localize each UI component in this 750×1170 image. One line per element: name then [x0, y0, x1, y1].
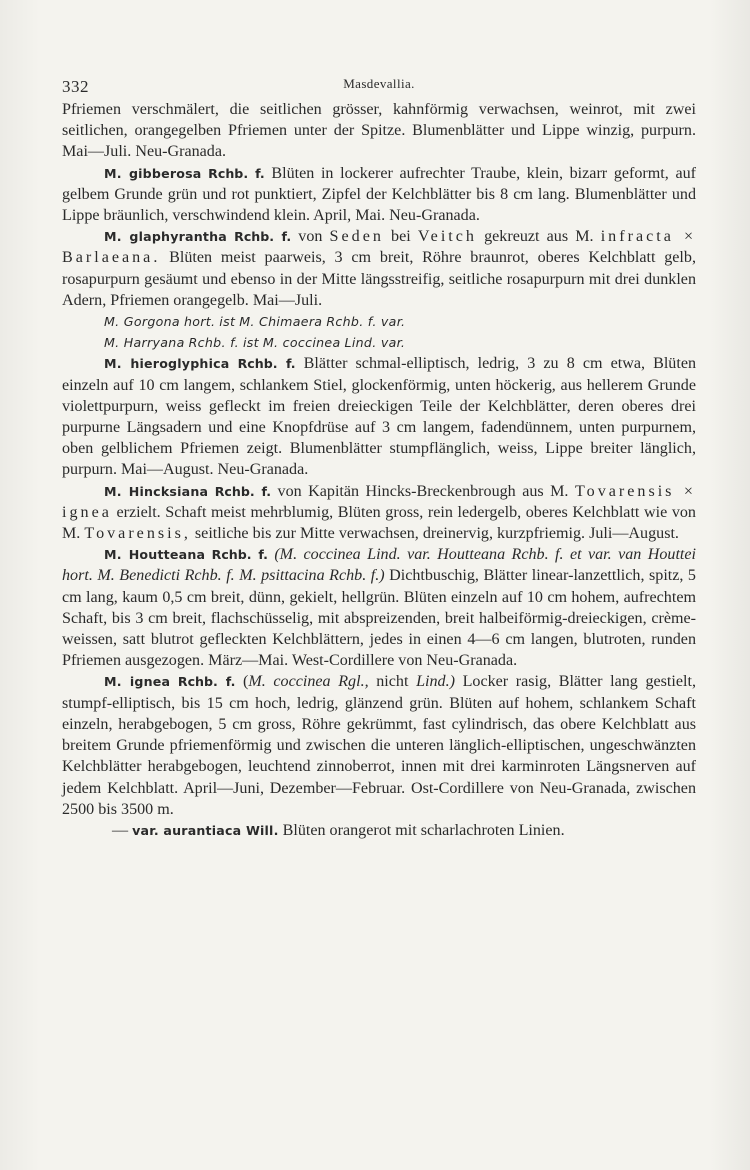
entry-houtteana [62, 544, 696, 671]
entry-gorgona: M. Gorgona hort. ist M. Chimaera Rchb. f. var. [104, 314, 406, 330]
synonyms: (M. coccinea Lind. var. Houtteana Rchb. f. et var. van Houttei hort. M. Benedicti Rchb. f. M. psittacina Rchb. f.) [62, 546, 696, 585]
species-name: M. glaphyrantha [104, 229, 227, 245]
species-author: Rchb. f. [208, 165, 265, 181]
entry-hieroglyphica [62, 353, 696, 480]
entry-text: Blätter schmal-elliptisch, ledrig, 3 zu 8 cm etwa, Blüten einzeln auf 10 cm langem, schlankem Stiel, glockenförmig, unten höckerig, aus hellerem Grunde violettpurpurn, weiss gefleckt im freien dreieckigen Teile der Kelchblätter, deren oberes drei purpurne Längsadern und eine Knopfdrüse auf 3 cm langem, fadendünnem, unten purpurnem, oben gelblichem Pfriemen zeigt. Blumenblätter stumpflänglich, weiss, Lippe breiter länglich, purpurn. Mai—August. Neu-Granada. [62, 355, 697, 479]
species-name: M. gibberosa [104, 165, 202, 181]
variety-name: var. aurantiaca Will. [132, 822, 279, 838]
spaced-name: infracta × Barlaeana. [62, 228, 697, 267]
entry-ignea: M. ignea Rchb. f. (M. coccinea Rgl., nicht Lind.) Locker rasig, Blätter lang gestielt, stumpf-elliptisch, bis 15 cm hoch, ledrig, glänzend grün. Blüten auf hohem, schlankem Schaft einzeln, herabgebogen, 5 cm gross, Röhre gekrümmt, fast cylindrisch, das obere Kelchblatt aus breitem Grunde pfriemenförmig und zwischen die unteren länglich-elliptischen, ungeschwänzten Kelchblätter herabgebogen, leuchtend zinnoberrot, innen mit drei karminroten Längsnerven auf jedem Kelchblatt. April—Juni, Dezember—Februar. Ost-Cordillere von Neu-Granada, zwischen 2500 bis 3500 m. [62, 673, 696, 818]
entry-text: Locker rasig, Blätter lang gestielt, stumpf-elliptisch, bis 15 cm hoch, ledrig, glänzend grün. Blüten auf hohem, schlankem Schaft einzeln, herabgebogen, 5 cm gross, Röhre gekrümmt, fast cylindrisch, das obere Kelchblatt aus breitem Grunde pfriemenförmig und zwischen die unteren länglich-elliptischen, ungeschwänzten Kelchblätter herabgebogen, leuchtend zinnoberrot, innen mit drei karminroten Längsnerven auf jedem Kelchblatt. April—Juni, Dezember—Februar. Ost-Cordillere von Neu-Granada, zwischen 2500 bis 3500 m. [62, 673, 696, 818]
spaced-name: Seden [329, 228, 384, 246]
entry-hincksiana: M. Hincksiana Rchb. f. von Kapitän Hincks-Breckenbrough aus M. Tovarensis × ignea erzielt. Schaft meist mehrblumig, Blüten gross, rein ledergelb, oberes Kelchblatt wie von M. Tovarensis, seitliche bis zur Mitte verwachsen, dreinervig, kurzpfriemig. Juli—August. [62, 482, 696, 543]
entry-text: Blüten in lockerer aufrechter Traube, klein, bizarr geformt, auf gelbem Grunde grün und rot punktiert, Zipfel der Kelchblätter bis 8 cm lang. Blumenblätter und Lippe bräunlich, verschwindend klein. April, Mai. Neu-Granada. [62, 164, 696, 225]
species-author: Rchb. f. [234, 229, 292, 245]
running-title: Masdevallia. [343, 76, 415, 91]
spaced-name: Tovarensis, [84, 525, 191, 543]
species-name: M. Houtteana [104, 547, 206, 563]
entry-aurantiaca: — var. aurantiaca Will. Blüten orangerot mit scharlachroten Linien. [112, 821, 565, 839]
species-author: Rchb. f. [177, 674, 236, 690]
entry-text: Blüten meist paarweis, 3 cm breit, Röhre braunrot, oberes Kelchblatt gelb, rosapurpurn gesäumt und ebenso in der Mitte längsstreifig, seitliche rosapurpurn mit drei dunklen Adern, Pfriemen orangegelb. Mai—Juli. [62, 249, 696, 309]
spaced-name: Tovarensis × ignea [62, 482, 696, 521]
page-header [62, 74, 696, 98]
species-author: Rchb. f. [214, 483, 272, 499]
species-name: M. ignea [104, 674, 171, 690]
page-number: 332 [62, 77, 89, 96]
paragraph-continuation: Pfriemen verschmälert, die seitlichen grösser, kahnförmig verwachsen, weinrot, mit zwei seitlichen, orangegelben Pfriemen unter der Spitze. Blumenblätter und Lippe winzig, purpurn. Mai—Juli. Neu-Granada. [62, 101, 696, 161]
entry-gibberosa [62, 163, 696, 227]
entry-text: Blüten orangerot mit scharlachroten Linien. [282, 821, 565, 839]
species-name: M. hieroglyphica [104, 356, 230, 372]
entry-text: Dichtbuschig, Blätter linear-lanzettlich, spitz, 5 cm lang, kaum 0,5 cm breit, dünn, gekielt, hellgrün. Blüten einzeln auf 10 cm hohem, aufrechtem Schaft, bis 3 cm breit, flachschüsselig, mit abspreizenden, breit halbeiförmig-dreieckigen, crème-weissen, satt blutrot gefleckten Kelchblättern, jedes in einen 4—6 cm langen, blutroten, runden Pfriemen ausgezogen. März—Mai. West-Cordillere von Neu-Granada. [62, 567, 696, 670]
species-author: Rchb. f. [211, 547, 268, 563]
entry-glaphyrantha: M. glaphyrantha Rchb. f. von Seden bei Veitch gekreuzt aus M. infracta × Barlaeana. Blüten meist paarweis, 3 cm breit, Röhre braunrot, oberes Kelchblatt gelb, rosapurpurn gesäumt und ebenso in der Mitte längsstreifig, seitliche rosapurpurn mit drei dunklen Adern, Pfriemen orangegelb. Mai—Juli. [62, 228, 697, 309]
spaced-name: Veitch [417, 228, 477, 246]
page-body [62, 99, 696, 841]
species-author: Rchb. f. [237, 356, 296, 372]
species-name: M. Hincksiana [104, 483, 209, 499]
entry-harryana: M. Harryana Rchb. f. ist M. coccinea Lind. var. [104, 335, 406, 351]
